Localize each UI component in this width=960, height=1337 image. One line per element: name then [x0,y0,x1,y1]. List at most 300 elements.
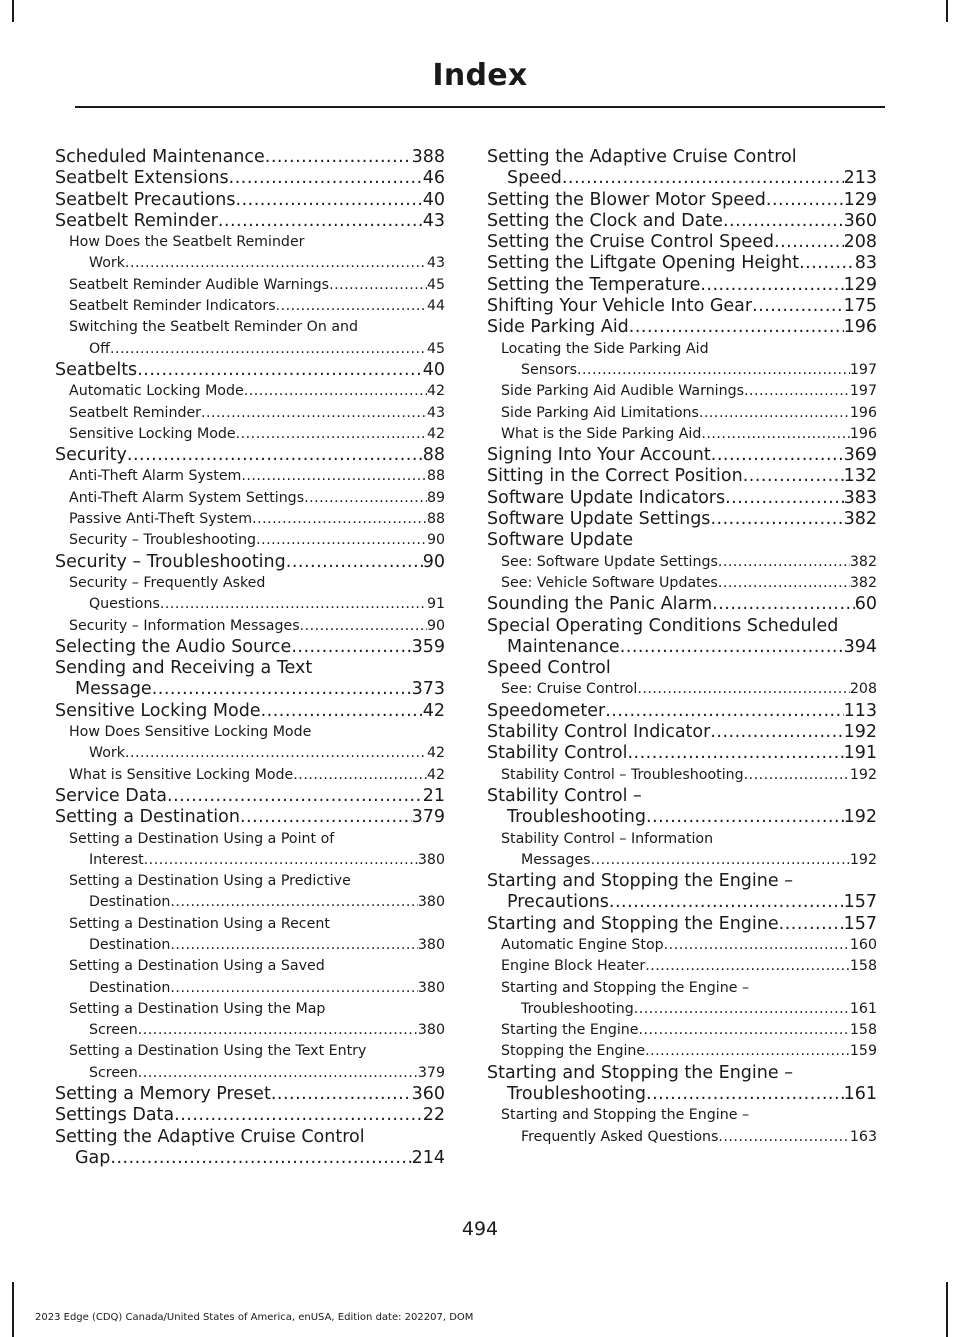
dot-leader [137,360,423,381]
entry-label: Seatbelt Reminder Audible Warnings [69,276,330,293]
entry-page: 161 [843,1084,877,1105]
index-entry [487,658,877,679]
entry-row [55,743,445,764]
entry-row [487,765,877,786]
entry-page: 192 [849,851,877,868]
dot-leader [125,743,427,764]
entry-row [55,1148,445,1169]
index-column-left [55,147,445,1169]
index-entry [55,1084,445,1105]
index-subentry [55,275,445,296]
entry-text-line: Setting a Destination Using the Map [69,1000,326,1017]
dot-leader [286,552,423,573]
dot-leader [605,701,843,722]
entry-label: Setting the Blower Motor Speed [487,189,766,210]
entry-label: Security [55,445,127,466]
index-entry [487,871,877,914]
dot-leader [125,253,427,274]
entry-text-line: Stability Control – Information [501,830,714,847]
entry-text-line: Stability Control – [487,785,642,806]
entry-row [55,1020,445,1041]
dot-leader [629,317,844,338]
entry-label: See: Vehicle Software Updates [501,574,718,591]
entry-label: Screen [89,1022,138,1039]
entry-row [487,232,877,253]
entry-row [55,190,445,211]
entry-label: Software Update Indicators [487,487,726,508]
entry-page: 46 [422,168,445,189]
index-entry [55,1105,445,1126]
entry-label: Side Parking Aid Limitations [501,404,699,421]
entry-page: 88 [426,468,445,485]
entry-text-line: Sending and Receiving a Text [55,658,313,679]
entry-row [487,360,877,381]
crop-mark [12,0,14,22]
entry-page: 161 [849,1000,877,1017]
entry-page: 208 [843,232,877,253]
dot-leader [144,850,418,871]
entry-page: 42 [426,425,445,442]
dot-leader [646,1084,844,1105]
index-subentry [55,914,445,957]
dot-leader [265,147,412,168]
entry-label: Precautions [507,892,609,913]
entry-row [55,381,445,402]
index-subentry [55,1041,445,1084]
entry-label: Security – Troubleshooting [55,551,286,572]
dot-leader [711,445,844,466]
entry-row [487,807,877,828]
index-entry [487,445,877,466]
dot-leader [752,296,843,317]
entry-row [487,1020,877,1041]
index-subentry [487,424,877,445]
dot-leader [261,701,423,722]
entry-row [487,317,877,338]
entry-row [55,1084,445,1105]
entry-row [55,168,445,189]
dot-leader [718,573,850,594]
entry-label: Anti-Theft Alarm System [69,468,242,485]
entry-page: 88 [422,445,445,466]
entry-page: 45 [426,340,445,357]
index-subentry [487,339,877,382]
dot-leader [609,892,844,913]
index-entry [487,147,877,190]
entry-page: 380 [417,979,445,996]
entry-row [487,573,877,594]
entry-label: Service Data [55,785,168,806]
entry-row [55,339,445,360]
index-entry [487,914,877,935]
entry-text-line: Setting a Destination Using a Point of [69,830,335,847]
dot-leader [241,466,427,487]
dot-leader [562,168,844,189]
entry-page: 43 [426,404,445,421]
entry-row [55,403,445,424]
dot-leader [725,488,843,509]
dot-leader [645,1041,850,1062]
entry-label: Seatbelt Precautions [55,189,236,210]
entry-row [55,1063,445,1084]
entry-label: Security – Troubleshooting [69,532,257,549]
entry-page: 40 [422,189,445,210]
dot-leader [110,1148,411,1169]
entry-label: Troubleshooting [521,1000,634,1017]
entry-page: 22 [422,1105,445,1126]
entry-text-line: Setting a Destination Using a Predictive [69,873,351,890]
index-entry [487,211,877,232]
entry-page: 383 [843,487,877,508]
index-subentry [487,552,877,573]
index-subentry [55,403,445,424]
entry-row [487,956,877,977]
index-entry [487,530,877,551]
index-subentry [55,509,445,530]
index-subentry [55,381,445,402]
dot-leader [276,296,427,317]
dot-leader [664,935,850,956]
entry-page: 113 [843,700,877,721]
index-entry [487,1063,877,1106]
entry-page: 163 [849,1128,877,1145]
entry-page: 196 [849,404,877,421]
entry-row [487,1127,877,1148]
index-subentry [487,679,877,700]
entry-text-line: Starting and Stopping the Engine – [487,1062,793,1083]
dot-leader [774,232,844,253]
entry-label: Seatbelt Reminder [55,210,218,231]
dot-leader [252,509,427,530]
dot-leader [304,488,427,509]
dot-leader [300,616,427,637]
index-entry [55,701,445,722]
index-subentry [55,232,445,275]
entry-row [487,488,877,509]
entry-label: See: Cruise Control [501,681,638,698]
entry-label: Setting the Clock and Date [487,210,723,231]
entry-label: Software Update Settings [487,509,711,530]
entry-text-line: Special Operating Conditions Scheduled [487,615,839,636]
entry-page: 90 [426,532,445,549]
index-entry [487,743,877,764]
entry-page: 382 [849,574,877,591]
entry-page: 196 [843,317,877,338]
dot-leader [271,1084,412,1105]
index-subentry [55,296,445,317]
index-entry [55,168,445,189]
entry-page: 192 [843,722,877,743]
entry-row [487,466,877,487]
dot-leader [110,339,427,360]
entry-label: Starting the Engine [501,1022,639,1039]
entry-label: Settings Data [55,1105,175,1126]
entry-text-line: How Does Sensitive Locking Mode [69,724,312,741]
entry-row [487,445,877,466]
entry-page: 380 [417,894,445,911]
entry-page: 359 [411,636,445,657]
dot-leader [236,190,423,211]
entry-label: Sounding the Panic Alarm [487,594,713,615]
entry-label: Sensitive Locking Mode [69,425,236,442]
entry-page: 43 [422,210,445,231]
entry-page: 208 [849,681,877,698]
dot-leader [744,381,850,402]
entry-label: Security – Information Messages [69,617,300,634]
dot-leader [577,360,850,381]
entry-row [487,296,877,317]
index-entry [55,637,445,658]
dot-leader [700,275,843,296]
entry-label: Questions [89,596,160,613]
entry-label: Stability Control – Troubleshooting [501,766,744,783]
entry-label: Setting the Temperature [487,274,701,295]
index-subentry [487,403,877,424]
entry-page: 175 [843,296,877,317]
entry-page: 369 [843,445,877,466]
entry-text-line: Starting and Stopping the Engine – [501,979,750,996]
index-subentry [487,956,877,977]
entry-text-line: Security – Frequently Asked [69,574,266,591]
index-subentry [55,530,445,551]
dot-leader [779,914,844,935]
entry-page: 360 [411,1084,445,1105]
entry-row [55,445,445,466]
dot-leader [152,679,412,700]
entry-label: Seatbelt Extensions [55,168,229,189]
page-title: Index [432,58,528,93]
entry-row [55,466,445,487]
entry-page: 158 [849,958,877,975]
entry-page: 60 [854,594,877,615]
entry-label: Destination [89,979,171,996]
index-entry [487,616,877,659]
entry-row [55,807,445,828]
index-entry [487,509,877,530]
entry-label: Speedometer [487,700,606,721]
entry-row [55,253,445,274]
index-entry [55,786,445,807]
entry-label: Anti-Theft Alarm System Settings [69,489,305,506]
entry-page: 197 [849,361,877,378]
index-entry [487,701,877,722]
dot-leader [718,552,850,573]
index-entry [487,296,877,317]
entry-row [55,509,445,530]
index-entry [487,722,877,743]
dot-leader [723,211,844,232]
entry-text-line: How Does the Seatbelt Reminder [69,234,305,251]
entry-page: 158 [849,1022,877,1039]
entry-page: 83 [854,253,877,274]
dot-leader [256,530,427,551]
dot-leader [160,594,427,615]
entry-label: Software Update [487,530,634,551]
dot-leader [201,403,427,424]
index-subentry [487,381,877,402]
entry-row [55,701,445,722]
dot-leader [710,722,843,743]
entry-page: 379 [417,1064,445,1081]
entry-page: 91 [426,596,445,613]
entry-row [487,552,877,573]
entry-page: 191 [843,743,877,764]
dot-leader [167,786,423,807]
entry-text-line: Setting a Destination Using a Recent [69,915,330,932]
entry-label: Passive Anti-Theft System [69,511,253,528]
entry-page: 42 [426,766,445,783]
entry-row [487,679,877,700]
dot-leader [645,956,850,977]
entry-page: 129 [843,274,877,295]
entry-page: 192 [843,807,877,828]
index-subentry [487,829,877,872]
dot-leader [766,190,844,211]
entry-label: Stopping the Engine [501,1043,646,1060]
entry-page: 43 [426,255,445,272]
entry-page: 132 [843,466,877,487]
entry-label: Setting a Memory Preset [55,1084,271,1105]
entry-row [55,786,445,807]
entry-label: Scheduled Maintenance [55,147,265,167]
dot-leader [236,424,427,445]
entry-row [55,978,445,999]
index-entry [487,594,877,615]
entry-row [55,211,445,232]
dot-leader [170,935,417,956]
entry-row [487,253,877,274]
entry-row [55,850,445,871]
index-subentry [55,829,445,872]
entry-label: Work [89,255,125,272]
dot-leader [174,1105,423,1126]
dot-leader [799,253,855,274]
entry-row [487,211,877,232]
dot-leader [170,978,417,999]
entry-row [55,935,445,956]
dot-leader [699,403,850,424]
entry-label: Seatbelt Reminder [69,404,202,421]
dot-leader [744,765,850,786]
crop-mark [946,1282,948,1337]
index-subentry [55,871,445,914]
entry-row [55,147,445,168]
entry-page: 88 [426,511,445,528]
dot-leader [639,1020,850,1041]
entry-label: Setting the Liftgate Opening Height [487,253,800,274]
entry-row [487,722,877,743]
entry-page: 42 [426,745,445,762]
entry-label: Side Parking Aid [487,317,629,338]
dot-leader [718,1127,850,1148]
dot-leader [710,509,843,530]
page-number: 494 [461,1218,499,1240]
index-entry [55,658,445,701]
entry-label: Signing Into Your Account [487,445,711,466]
entry-page: 40 [422,359,445,380]
entry-row [55,424,445,445]
entry-page: 21 [422,785,445,806]
index-entry [487,232,877,253]
entry-row [487,1041,877,1062]
dot-leader [244,381,427,402]
index-entry [55,807,445,828]
entry-text-line: Locating the Side Parking Aid [501,340,709,357]
index-subentry [487,978,877,1021]
entry-label: Stability Control [487,743,628,764]
entry-row [55,616,445,637]
entry-page: 394 [843,636,877,657]
entry-label: Speed Control [487,658,611,679]
index-entry [487,466,877,487]
entry-label: Starting and Stopping the Engine [487,913,779,934]
dot-leader [218,211,423,232]
entry-row [487,168,877,189]
entry-label: Screen [89,1064,138,1081]
crop-mark [12,1282,14,1337]
dot-leader [127,445,423,466]
entry-page: 373 [411,679,445,700]
index-entry [55,360,445,381]
index-entry [487,317,877,338]
entry-label: Speed [507,168,562,189]
index-subentry [55,765,445,786]
dot-leader [293,765,427,786]
index-subentry [487,1105,877,1148]
entry-page: 197 [849,383,877,400]
entry-label: What is the Side Parking Aid [501,425,702,442]
entry-text-line: Switching the Seatbelt Reminder On and [69,319,359,336]
entry-label: Troubleshooting [507,807,647,828]
entry-label: Frequently Asked Questions [521,1128,719,1145]
dot-leader [291,637,411,658]
entry-label: Side Parking Aid Audible Warnings [501,383,745,400]
entry-row [487,935,877,956]
index-subentry [487,1020,877,1041]
entry-row [487,914,877,935]
entry-page: 380 [417,936,445,953]
dot-leader [634,999,850,1020]
entry-row [55,552,445,573]
entry-row [487,743,877,764]
index-subentry [55,616,445,637]
entry-text-line: Starting and Stopping the Engine – [487,871,793,892]
entry-label: Sitting in the Correct Position [487,466,743,487]
entry-row [55,892,445,913]
entry-page: 42 [422,700,445,721]
entry-label: Automatic Locking Mode [69,383,244,400]
dot-leader [637,679,850,700]
entry-page: 44 [426,298,445,315]
entry-row [487,637,877,658]
entry-row [487,190,877,211]
dot-leader [701,424,850,445]
entry-page: 382 [843,509,877,530]
entry-page: 380 [417,851,445,868]
entry-label: Setting a Destination [55,807,240,828]
entry-label: Troubleshooting [507,1084,647,1105]
entry-row [487,999,877,1020]
entry-label: Destination [89,894,171,911]
index-subentry [55,424,445,445]
entry-row [487,1084,877,1105]
entry-label: Stability Control Indicator [487,722,711,743]
entry-row [55,637,445,658]
entry-label: Destination [89,936,171,953]
index-entry [487,253,877,274]
entry-row [487,424,877,445]
entry-row [487,850,877,871]
